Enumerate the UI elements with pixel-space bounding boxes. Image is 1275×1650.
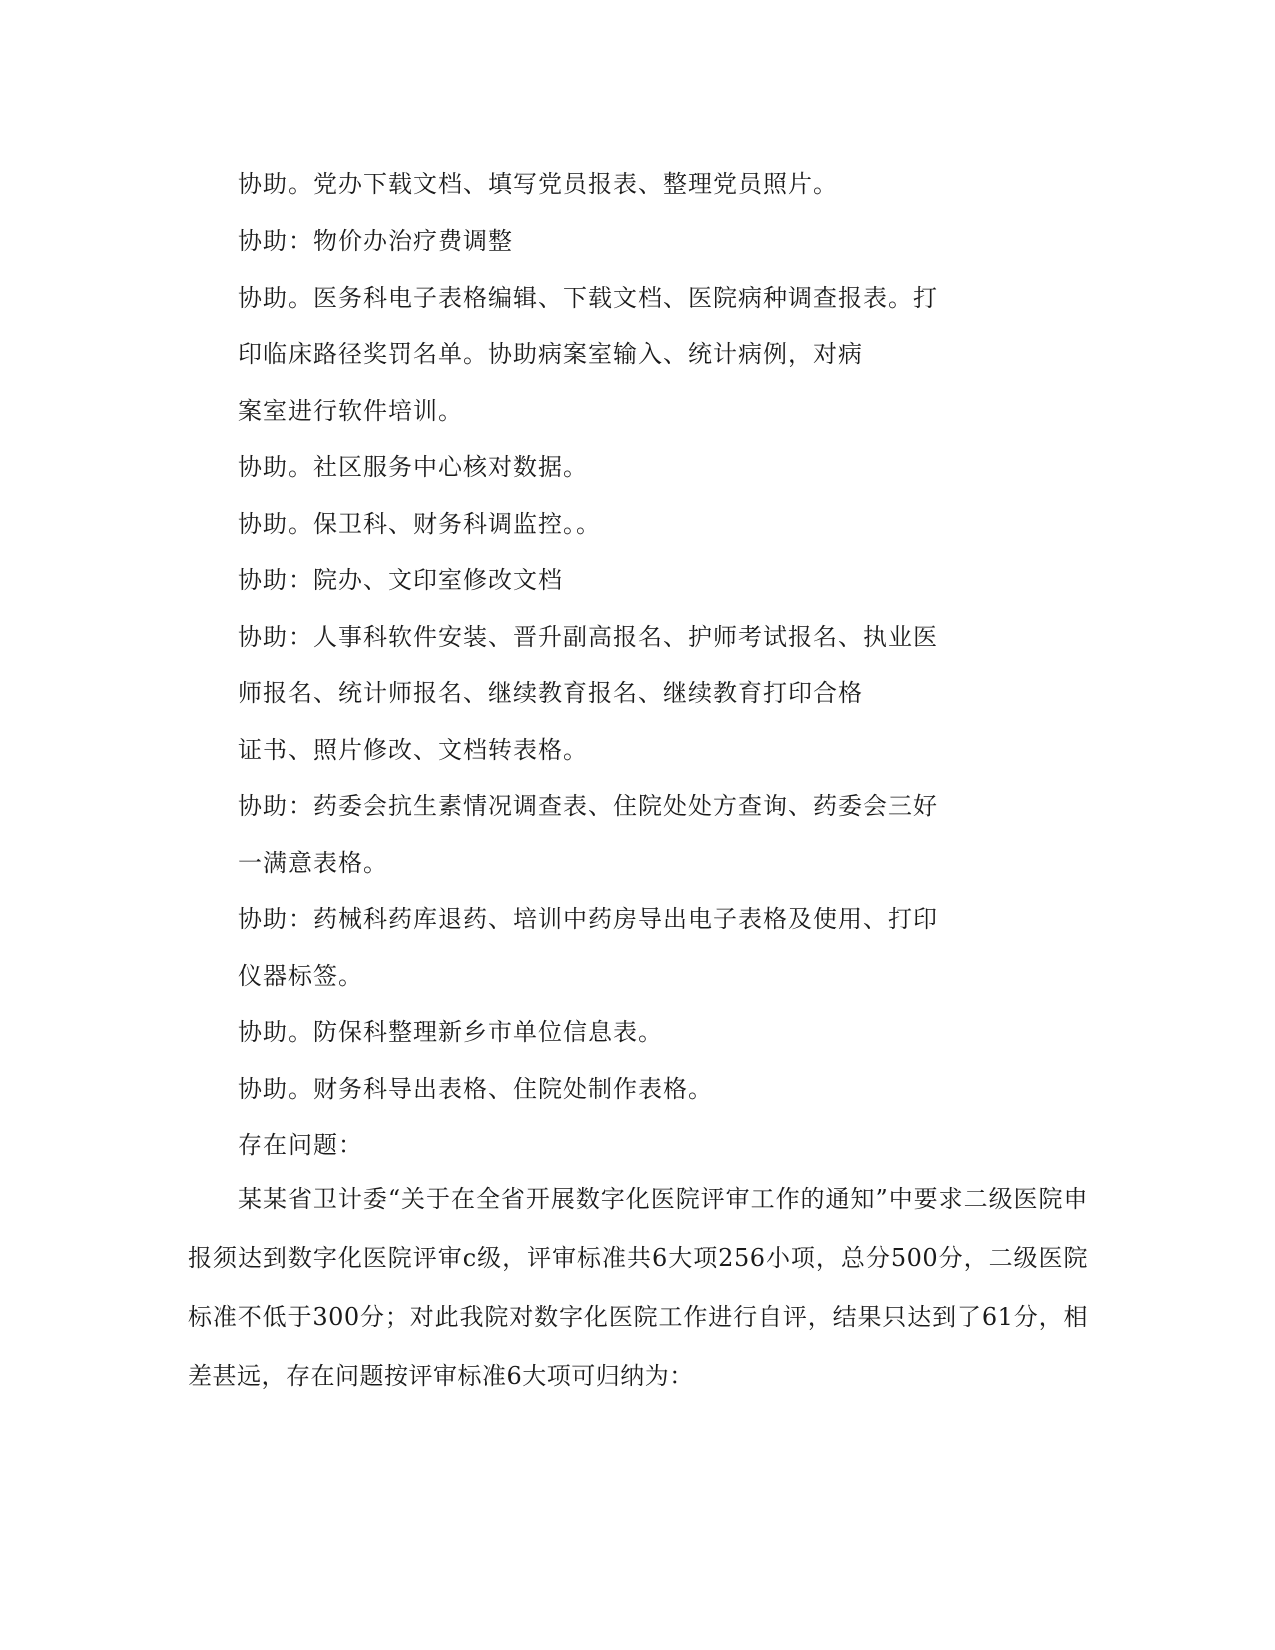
text-line-8: 协助：院办、文印室修改文档: [238, 566, 563, 594]
text-line-6: 协助。社区服务中心核对数据。: [238, 453, 588, 481]
text-line-9: 协助：人事科软件安装、晋升副高报名、护师考试报名、执业医: [238, 623, 938, 651]
text-line-14: 协助：药械科药库退药、培训中药房导出电子表格及使用、打印: [238, 905, 938, 933]
text-line-11: 证书、照片修改、文档转表格。: [238, 736, 588, 764]
text-line-1: 协助。党办下载文档、填写党员报表、整理党员照片。: [238, 170, 838, 198]
text-line-4: 印临床路径奖罚名单。协助病案室输入、统计病例，对病: [238, 340, 863, 368]
text-line-17: 协助。财务科导出表格、住院处制作表格。: [238, 1075, 713, 1103]
text-line-12: 协助：药委会抗生素情况调查表、住院处处方查询、药委会三好: [238, 792, 938, 820]
text-line-10: 师报名、统计师报名、继续教育报名、继续教育打印合格: [238, 679, 863, 707]
text-line-2: 协助：物价办治疗费调整: [238, 227, 513, 255]
text-line-13: 一满意表格。: [238, 849, 388, 877]
text-line-16: 协助。防保科整理新乡市单位信息表。: [238, 1018, 663, 1046]
section-heading-issues: 存在问题：: [238, 1131, 363, 1159]
text-line-5: 案室进行软件培训。: [238, 397, 463, 425]
issues-paragraph: 某某省卫计委“关于在全省开展数字化医院评审工作的通知”中要求二级医院申报须达到数字化医院评审c级，评审标准共6大项256小项，总分500分，二级医院标准不低于300分；对此我院对数字化医院工作进行自评，结果只达到了61分，相差甚远，存在问题按评审标准6大项可归纳为：: [188, 1185, 1088, 1390]
text-line-15: 仪器标签。: [238, 962, 363, 990]
text-line-7: 协助。保卫科、财务科调监控。。: [238, 510, 601, 538]
text-line-3: 协助。医务科电子表格编辑、下载文档、医院病种调查报表。打: [238, 284, 938, 312]
